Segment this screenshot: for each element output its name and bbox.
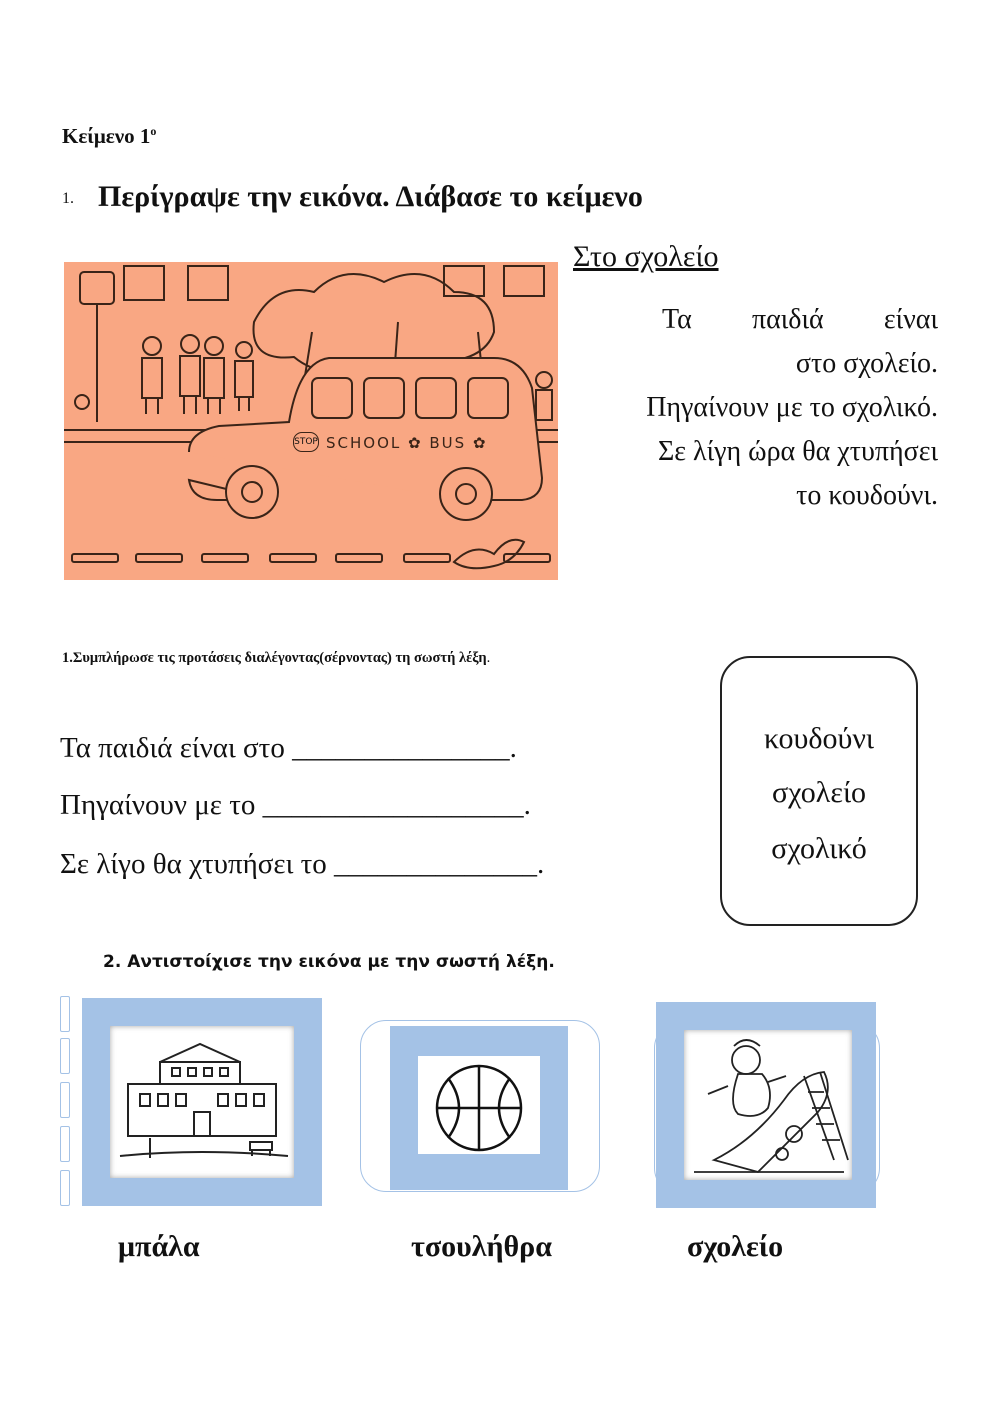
story-text [580,298,938,518]
match-word[interactable]: σχολείο [687,1230,784,1263]
story-line: στο σχολείο. [795,348,938,379]
basketball-picture [418,1056,540,1154]
match-card-slide[interactable] [654,1002,880,1210]
story-title: Στο σχολείο [573,240,719,273]
girl-on-slide-picture [684,1030,852,1180]
exercise-1-title: 1. Περίγραψε την εικόνα. Διάβασε το κείμενο [62,180,643,213]
word-bank-item[interactable]: κουδούνι [764,722,874,755]
blank-3[interactable]: ______________ [334,848,538,880]
story-line: Σε λίγη ώρα θα χτυπήσει [657,436,938,467]
match-card-ball[interactable] [360,1020,602,1194]
text-heading: Κείμενο $1^o$ [62,124,157,148]
bus-label: SCHOOL ✿ BUS ✿ [326,434,488,452]
match-word[interactable]: τσουλήθρα [411,1230,552,1263]
blank-1[interactable]: _______________ [292,732,510,764]
word-bank [720,656,918,926]
match-word[interactable]: μπάλα [118,1230,200,1263]
school-building-picture [110,1026,294,1178]
sentence-3: Σε λίγο θα χτυπήσει το ______________. [60,848,545,880]
stop-sign: STOP [293,432,319,452]
story-word: είναι [883,304,938,335]
sentence-2: Πηγαίνουν με το __________________. [60,789,531,821]
word-bank-item[interactable]: σχολείο [771,776,867,809]
match-instruction: 2. Αντιστοίχισε την εικόνα με την σωστή λέξη. [103,952,555,972]
sentence-1: Τα παιδιά είναι στο _______________. [60,732,517,764]
card-edge-decoration [60,996,72,1206]
blank-2[interactable]: __________________ [262,789,524,821]
story-line: Πηγαίνουν με το σχολικό. [646,392,938,423]
school-bus-illustration [64,262,558,580]
word-bank-item[interactable]: σχολικό [771,832,867,865]
match-card-school[interactable] [82,998,322,1206]
story-line: το κουδούνι. [796,480,938,511]
fill-instruction: 1.Συμπλήρωσε τις προτάσεις διαλέγοντας(σέρνοντας) τη σωστή λέξη. [62,650,491,666]
story-word: Τα [662,304,692,335]
story-word: παιδιά [751,304,824,335]
